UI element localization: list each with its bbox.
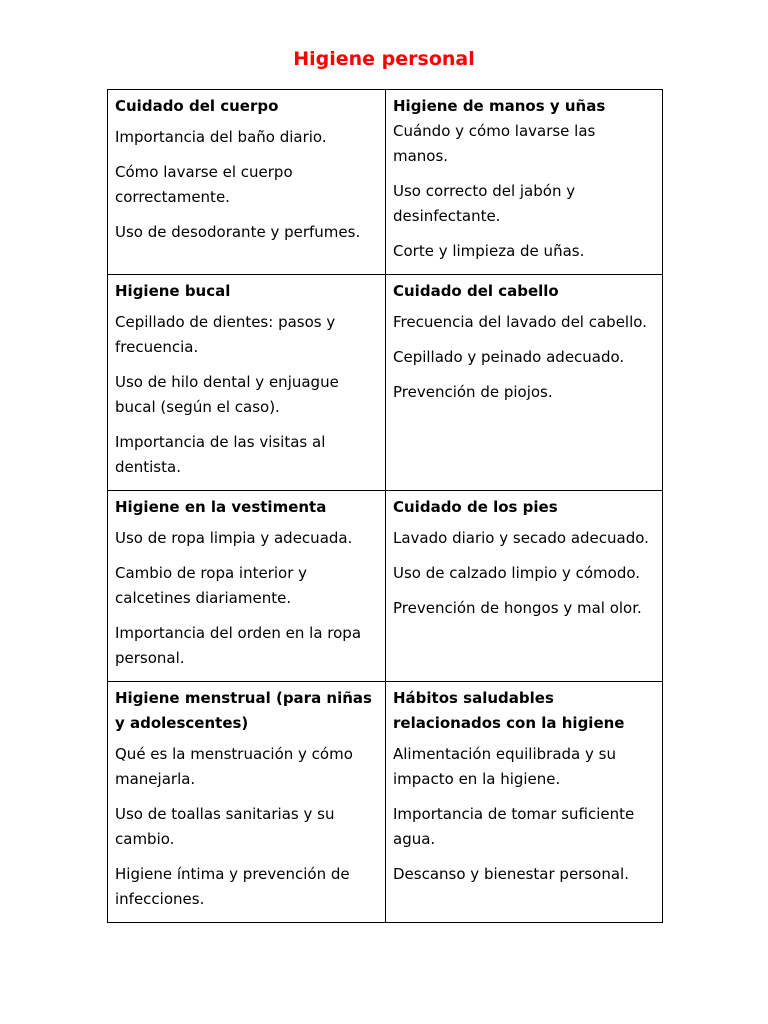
cell-item: Importancia del orden en la ropa personal. — [115, 624, 362, 667]
cell-item: Importancia de las visitas al dentista. — [115, 433, 326, 476]
cell-item: Alimentación equilibrada y su impacto en la higiene. — [393, 745, 616, 788]
cell-item: Uso de calzado limpio y cómodo. — [393, 564, 641, 582]
cell-heading: Higiene en la vestimenta — [115, 498, 327, 516]
table-row — [108, 90, 663, 275]
cell-item: Corte y limpieza de uñas. — [393, 242, 585, 260]
cell-item: Frecuencia del lavado del cabello. — [393, 313, 647, 331]
cell-item: Qué es la menstruación y cómo manejarla. — [115, 745, 353, 788]
cell-heading: Hábitos saludables relacionados con la higiene — [393, 689, 625, 732]
table-cell — [386, 90, 663, 275]
cell-item: Uso correcto del jabón y desinfectante. — [393, 182, 576, 225]
cell-item: Cuándo y cómo lavarse las manos. — [393, 122, 596, 165]
cell-item: Cambio de ropa interior y calcetines diariamente. — [115, 564, 308, 607]
cell-heading: Higiene menstrual (para niñas y adolescentes) — [115, 689, 372, 732]
table-cell — [108, 491, 386, 682]
table-row — [108, 491, 663, 682]
table-row — [108, 275, 663, 491]
cell-item: Descanso y bienestar personal. — [393, 865, 629, 883]
table-cell — [386, 491, 663, 682]
cell-item: Prevención de piojos. — [393, 383, 553, 401]
table-cell — [108, 682, 386, 923]
cell-heading: Higiene de manos y uñas — [393, 97, 606, 115]
cell-item: Cepillado de dientes: pasos y frecuencia. — [115, 313, 336, 356]
document-title: Higiene personal — [293, 48, 475, 70]
table-row — [108, 682, 663, 923]
cell-heading: Cuidado de los pies — [393, 498, 558, 516]
cell-item: Uso de ropa limpia y adecuada. — [115, 529, 353, 547]
cell-item: Cepillado y peinado adecuado. — [393, 348, 625, 366]
cell-item: Uso de toallas sanitarias y su cambio. — [115, 805, 335, 848]
cell-item: Prevención de hongos y mal olor. — [393, 599, 642, 617]
table-cell — [386, 275, 663, 491]
cell-item: Importancia de tomar suficiente agua. — [393, 805, 635, 848]
cell-heading: Cuidado del cabello — [393, 282, 559, 300]
table-cell — [108, 90, 386, 275]
table-cell — [386, 682, 663, 923]
cell-item: Lavado diario y secado adecuado. — [393, 529, 649, 547]
cell-item: Importancia del baño diario. — [115, 128, 327, 146]
cell-heading: Higiene bucal — [115, 282, 231, 300]
cell-item: Uso de desodorante y perfumes. — [115, 223, 361, 241]
cell-item: Cómo lavarse el cuerpo correctamente. — [115, 163, 293, 206]
cell-item: Uso de hilo dental y enjuague bucal (según el caso). — [115, 373, 339, 416]
table-cell — [108, 275, 386, 491]
cell-heading: Cuidado del cuerpo — [115, 97, 279, 115]
topics-table — [107, 89, 663, 923]
cell-item: Higiene íntima y prevención de infecciones. — [115, 865, 350, 908]
